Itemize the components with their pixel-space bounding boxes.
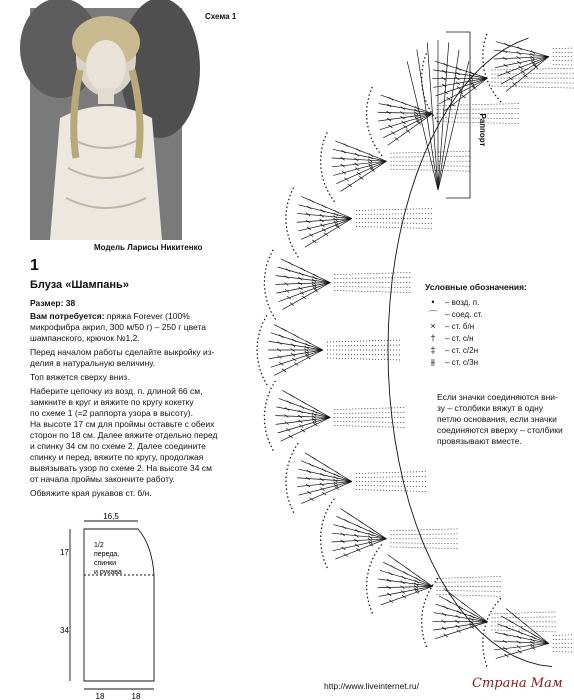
instruction-line: вывязывать узор по схеме 2. На высоте 34 см [30,463,212,473]
legend-text: – ст. с/2н [445,345,478,355]
pattern-label-3: спинки [94,560,117,567]
legend-note [437,392,563,447]
legend-symbol-icon: × [430,321,436,331]
legend-item [425,344,527,356]
pattern-label-1: 1/2 [94,542,104,549]
legend-item [425,296,527,308]
materials-line [30,311,190,322]
pattern-title: Блуза «Шампань» [30,279,129,291]
model-photo [30,8,182,240]
instruction-line: шампанского, крючок №1,2. [30,333,140,343]
legend-note-line: Если значки соединяются вни- [437,392,558,402]
legend-item [425,320,527,332]
legend-text: – ст. с/3н [445,357,478,367]
instruction-line: На высоте 17 см для проймы оставьте с обеих [30,419,215,429]
instructions-text [30,322,218,499]
legend [425,282,527,368]
instruction-line: Обвяжите края рукавов ст. б/н. [30,488,152,498]
bottom-left-label: 18 [95,692,105,700]
instruction-line: по схеме 1 (=2 раппорта узора в высоту). [30,408,193,418]
materials-text: пряжа Forever (100% [106,311,190,321]
legend-note-line: провязывают вместе. [437,436,522,446]
bottom-right-label: 18 [131,692,141,700]
instruction-line: Топ вяжется сверху вниз. [30,372,130,382]
instruction-line: Перед началом работы сделайте выкройку из- [30,347,215,357]
watermark: Страна Мам [472,676,563,691]
footer-url: http://www.liveinternet.ru/ [324,681,419,691]
instruction-line: спинку и перед, вяжите по кругу, продолжая [30,452,204,462]
legend-text: – ст. с/н [445,333,474,343]
left-bottom-label: 34 [60,626,69,635]
legend-symbol-icon: ⌒ [428,309,438,320]
pattern-label-2: переда, [94,551,120,558]
materials-label: Вам потребуется: [30,311,105,321]
legend-text: – возд. п. [445,297,480,307]
legend-symbol-icon: • [431,297,435,307]
legend-symbol-icon: ⫵ [430,356,436,367]
left-top-label: 17 [60,548,69,557]
size-line: Размер: 38 [30,298,76,308]
legend-title: Условные обозначения: [425,282,527,292]
instruction-line: и спинку 34 см по схеме 2. Далее соедините [30,441,206,451]
model-photo-illustration [30,8,182,240]
legend-text: – соед. ст. [445,309,483,319]
sewing-pattern-drawing [60,512,170,700]
legend-symbol-icon: † [430,333,436,343]
pattern-number: 1 [30,257,39,274]
instruction-line: замкните в круг и вяжите по кругу кокетку [30,397,194,407]
legend-item [425,356,527,368]
legend-note-line: петлю основания, если значки [437,414,557,424]
photo-caption: Модель Ларисы Никитенко [94,243,203,252]
instruction-line: от начала проймы закончите работу. [30,474,175,484]
legend-symbol-icon: ‡ [430,345,436,355]
top-width-label: 16,5 [103,512,119,521]
legend-item [425,308,527,320]
instruction-line: сторон по 18 см. Далее вяжите отдельно перед [30,430,218,440]
legend-item [425,332,527,344]
instruction-line: Наберите цепочку из возд. п. длиной 66 см, [30,386,203,396]
rapport-label: Раппорт [478,113,487,147]
legend-note-line: зу – столбики вяжут в одну [437,403,544,413]
scheme-label: Схема 1 [205,12,237,21]
pattern-label-4: и рукава [94,569,122,576]
instruction-line: делия в натуральную величину. [30,358,156,368]
legend-list [425,296,527,368]
sewing-pattern [60,512,170,700]
legend-text: – ст. б/н [445,321,475,331]
instruction-line: микрофибра акрил, 300 м/50 г) – 250 г цвета [30,322,207,332]
legend-note-line: соединяются вверху – столбики [437,425,563,435]
